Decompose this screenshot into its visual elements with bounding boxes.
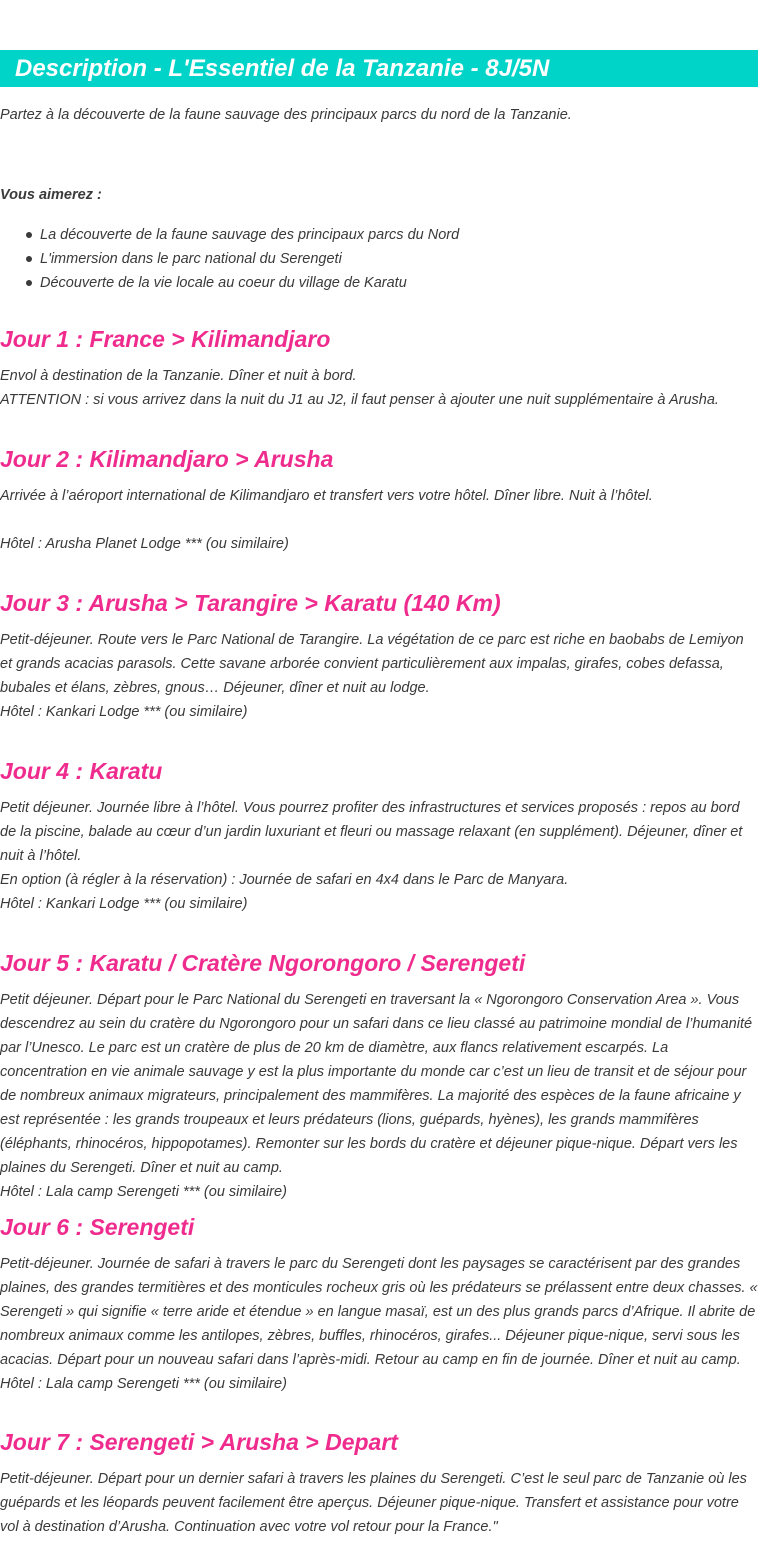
day-3-description: Petit-déjeuner. Route vers le Parc National de Tarangire. La végétation de ce parc est riche en baobabs de Lemiyon et grands acacias parasols. Cette savane arborée convient particulièrement aux impalas, girafes, cobes defassa, bubales et élans, zèbres, gnous… Déjeuner, dîner et nuit au lodge. Hôtel : Kankari Lodge *** (ou similaire) [0,632,744,720]
day-1-title: Jour 1 : France > Kilimandjaro [0,326,331,352]
day-7-section [0,1427,758,1539]
page-title: Description - L'Essentiel de la Tanzanie - 8J/5N [15,55,550,82]
day-4-title: Jour 4 : Karatu [0,758,163,784]
day-7-title: Jour 7 : Serengeti > Arusha > Depart [0,1429,398,1455]
list-item-label: L'immersion dans le parc national du Serengeti [40,251,342,267]
day-5-section [0,948,758,1204]
day-4-section [0,756,758,916]
list-item-label: La découverte de la faune sauvage des principaux parcs du Nord [40,227,460,243]
day-2-title: Jour 2 : Kilimandjaro > Arusha [0,446,334,472]
bullet-icon [26,280,32,286]
day-2-description: Arrivée à l’aéroport international de Kilimandjaro et transfert vers votre hôtel. Dîner libre. Nuit à l’hôtel. Hôtel : Arusha Planet Lodge *** (ou similaire) [0,488,653,552]
list-item [0,223,758,247]
day-6-description: Petit-déjeuner. Journée de safari à travers le parc du Serengeti dont les paysages se caractérisent par des grandes plaines, des grandes termitières et des monticules rocheux gris où les prédateurs se prélassent entre deux chasses. « Serengeti » qui signifie « terre aride et étendue » en langue masaï, est un des plus grands parcs d’Afrique. Il abrite de nombreux animaux comme les antilopes, zèbres, buffles, rhinocéros, girafes... Déjeuner pique-nique, servi sous les acacias. Départ pour un nouveau safari dans l’après-midi. Retour au camp en fin de journée. Dîner et nuit au camp. Hôtel : Lala camp Serengeti *** (ou similaire) [0,1256,758,1392]
day-5-description: Petit déjeuner. Départ pour le Parc National du Serengeti en traversant la « Ngorongoro Conservation Area ». Vous descendrez au sein du cratère du Ngorongoro pour un safari dans ce lieu classé au patrimoine mondial de l’humanité par l’Unesco. Le parc est un cratère de plus de 20 km de diamètre, aux flancs relativement escarpés. La concentration en vie animale sauvage y est la plus importante du monde car c’est un lieu de transit et de séjour pour de nombreux animaux migrateurs, principalement des mammifères. La majorité des espèces de la faune africaine y est représentée : les grands troupeaux et leurs prédateurs (lions, guépards, hyènes), les grands mammifères (éléphants, rhinocéros, hippopotames). Remonter sur les bords du cratère et déjeuner pique-nique. Départ vers les plaines du Serengeti. Dîner et nuit au camp. Hôtel : Lala camp Serengeti *** (ou similaire) [0,992,753,1200]
list-item [0,271,758,295]
description-banner [0,50,758,87]
day-7-description: Petit-déjeuner. Départ pour un dernier safari à travers les plaines du Serengeti. C’est le seul parc de Tanzanie où les guépards et les léopards peuvent facilement être aperçus. Déjeuner pique-nique. Transfert et assistance pour votre vol à destination d’Arusha. Continuation avec votre vol retour pour la France." [0,1471,747,1535]
day-6-section [0,1212,758,1396]
day-5-title: Jour 5 : Karatu / Cratère Ngorongoro / Serengeti [0,950,526,976]
likes-title: Vous aimerez : [0,187,102,203]
bullet-icon [26,232,32,238]
day-3-title: Jour 3 : Arusha > Tarangire > Karatu (140 Km) [0,590,501,616]
intro-text: Partez à la découverte de la faune sauvage des principaux parcs du nord de la Tanzanie. [0,107,572,123]
day-3-section [0,588,758,724]
likes-list [0,223,758,295]
day-2-section [0,444,758,556]
list-item-label: Découverte de la vie locale au coeur du village de Karatu [40,275,407,291]
day-1-description: Envol à destination de la Tanzanie. Dîner et nuit à bord. ATTENTION : si vous arrivez dans la nuit du J1 au J2, il faut penser à ajouter une nuit supplémentaire à Arusha. [0,368,719,408]
day-1-section [0,324,758,412]
day-4-description: Petit déjeuner. Journée libre à l’hôtel. Vous pourrez profiter des infrastructures et services proposés : repos au bord de la piscine, balade au cœur d’un jardin luxuriant et fleuri ou massage relaxant (en supplément). Déjeuner, dîner et nuit à l’hôtel. En option (à régler à la réservation) : Journée de safari en 4x4 dans le Parc de Manyara. Hôtel : Kankari Lodge *** (ou similaire) [0,800,743,912]
day-6-title: Jour 6 : Serengeti [0,1214,195,1240]
list-item [0,247,758,271]
bullet-icon [26,256,32,262]
